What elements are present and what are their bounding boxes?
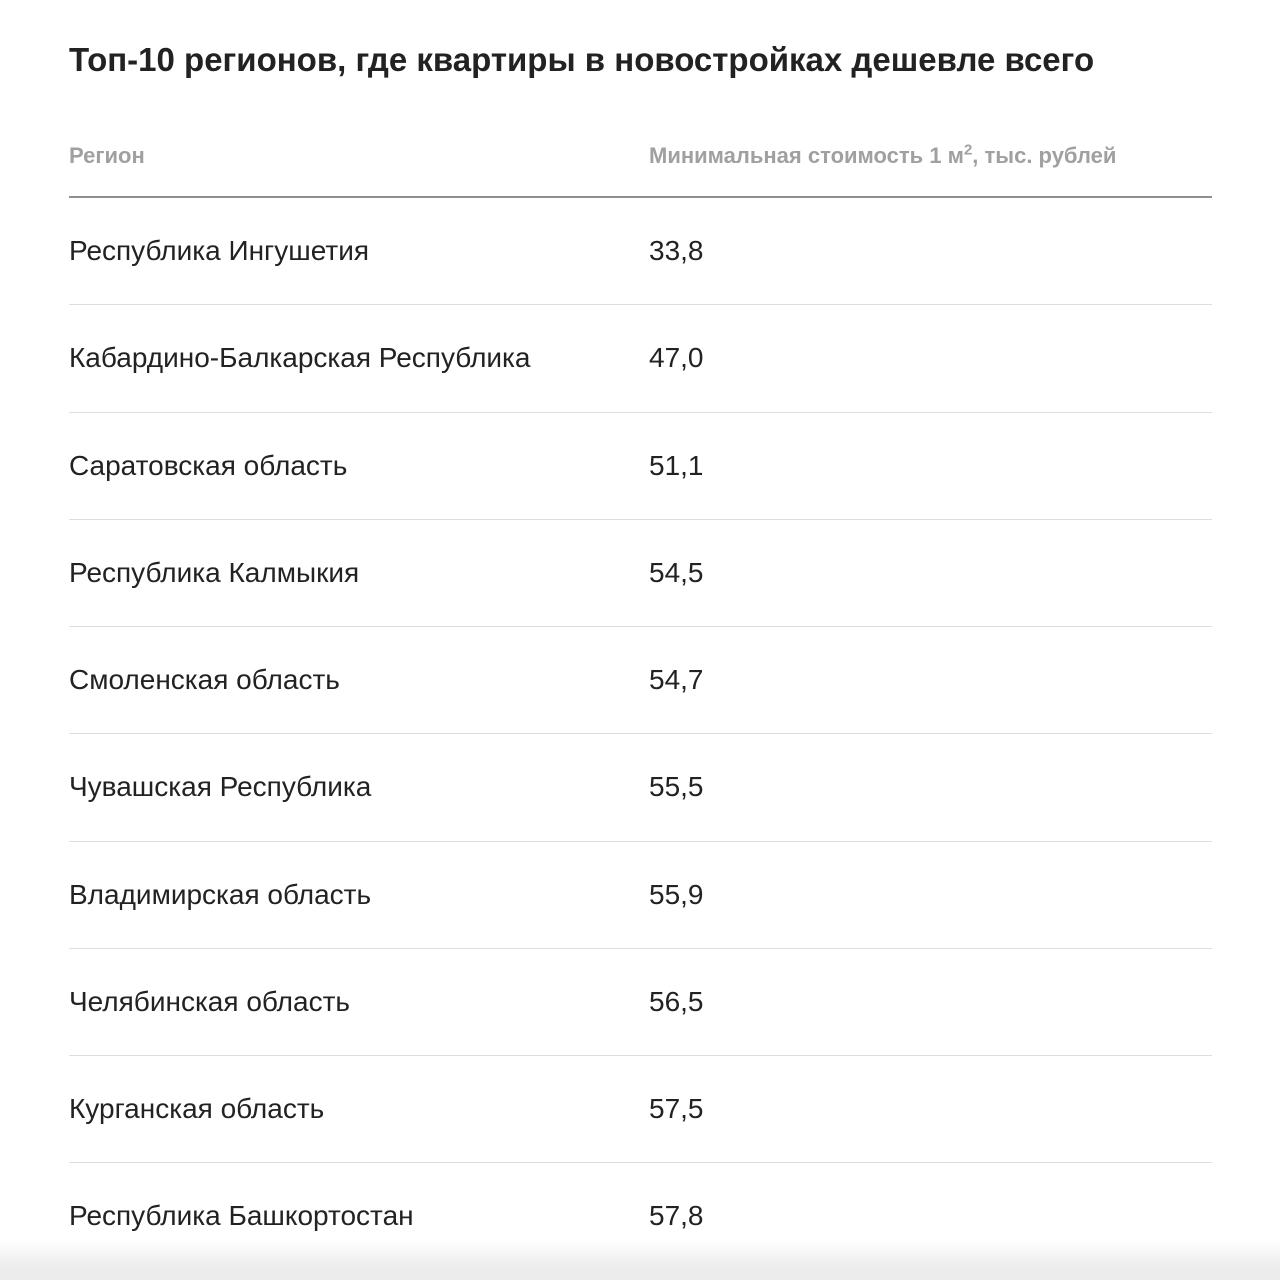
table-row bbox=[69, 1056, 1212, 1163]
price-cell: 54,7 bbox=[649, 664, 704, 696]
price-cell: 47,0 bbox=[649, 342, 704, 374]
table-row bbox=[69, 305, 1212, 412]
price-cell: 51,1 bbox=[649, 449, 704, 481]
table-row bbox=[69, 413, 1212, 520]
column-header-region: Регион bbox=[69, 143, 145, 168]
table-row bbox=[69, 520, 1212, 627]
table-row bbox=[69, 842, 1212, 949]
price-cell: 57,5 bbox=[649, 1093, 704, 1125]
region-cell: Республика Башкортостан bbox=[69, 1200, 414, 1232]
column-header-price-suffix: , тыс. рублей bbox=[972, 143, 1117, 168]
price-cell: 33,8 bbox=[649, 235, 704, 267]
column-header-price bbox=[649, 142, 1116, 170]
region-cell: Кабардино-Балкарская Республика bbox=[69, 342, 531, 374]
table-body bbox=[69, 198, 1212, 1270]
table-row bbox=[69, 627, 1212, 734]
table-row bbox=[69, 949, 1212, 1056]
price-cell: 57,8 bbox=[649, 1200, 704, 1232]
table-row bbox=[69, 1163, 1212, 1269]
column-header-price-label: Минимальная стоимость 1 м bbox=[649, 143, 964, 168]
price-cell: 55,9 bbox=[649, 878, 704, 910]
price-cell: 56,5 bbox=[649, 985, 704, 1017]
region-cell: Смоленская область bbox=[69, 664, 340, 696]
price-cell: 55,5 bbox=[649, 771, 704, 803]
square-superscript: 2 bbox=[963, 141, 973, 159]
table-row bbox=[69, 198, 1212, 305]
table-title: Топ-10 регионов, где квартиры в новостройках дешевле всего bbox=[69, 41, 1095, 78]
price-cell: 54,5 bbox=[649, 556, 704, 588]
region-cell: Чувашская Республика bbox=[69, 771, 372, 803]
region-cell: Курганская область bbox=[69, 1093, 325, 1125]
region-cell: Республика Ингушетия bbox=[69, 235, 370, 267]
region-cell: Владимирская область bbox=[69, 878, 372, 910]
region-cell: Челябинская область bbox=[69, 985, 350, 1017]
table-header bbox=[69, 116, 1212, 198]
region-cell: Республика Калмыкия bbox=[69, 556, 360, 588]
region-cell: Саратовская область bbox=[69, 449, 348, 481]
table-row bbox=[69, 734, 1212, 841]
